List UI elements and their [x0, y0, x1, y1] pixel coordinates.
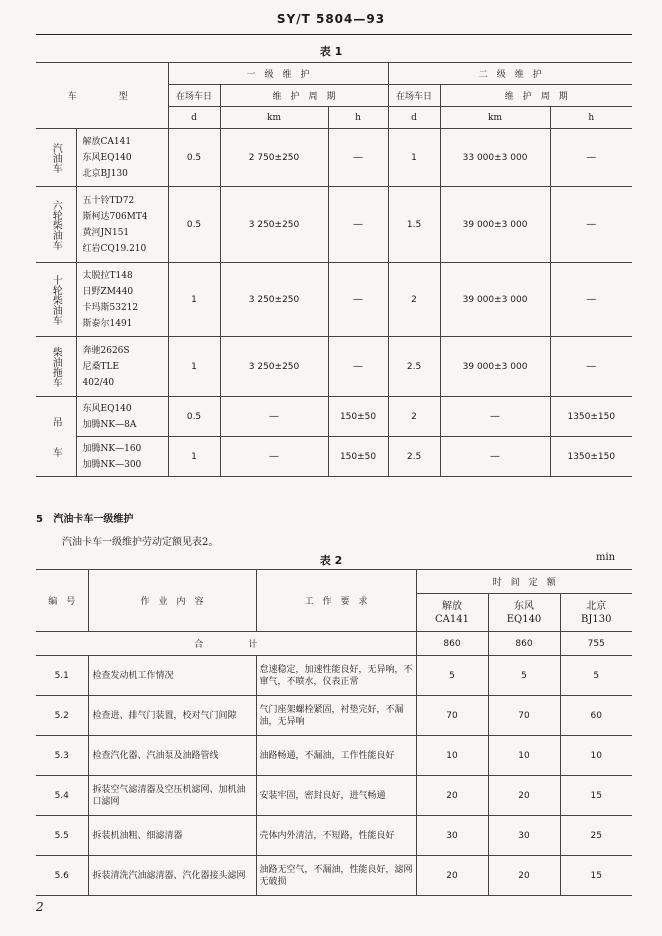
first-km: 2 750±250 [220, 129, 328, 187]
time-value: 60 [560, 696, 632, 736]
col-requirement-header: 工 作 要 求 [256, 570, 416, 632]
maint-period-label: 维 护 周 期 [440, 85, 632, 107]
second-hours: 1350±150 [550, 437, 632, 477]
item-number: 5.1 [36, 656, 88, 696]
second-km: 39 000±3 000 [440, 337, 550, 397]
table-row [36, 696, 632, 736]
item-content: 拆装清洗汽油滤清器、汽化器接头滤网 [88, 856, 256, 896]
col-content-header: 作 业 内 容 [88, 570, 256, 632]
table-row [36, 816, 632, 856]
second-km: 39 000±3 000 [440, 187, 550, 263]
item-content: 拆装机油粗、细滤清器 [88, 816, 256, 856]
time-value: 20 [416, 776, 488, 816]
first-hours: — [328, 337, 388, 397]
unit-h: h [328, 107, 388, 129]
maint-period-label: 维 护 周 期 [220, 85, 388, 107]
item-requirement: 油路畅通，不漏油，工作性能良好 [256, 736, 416, 776]
total-value: 860 [416, 632, 488, 656]
second-km: — [440, 397, 550, 437]
brand-header [560, 594, 632, 632]
first-hours: 150±50 [328, 397, 388, 437]
model-list [76, 397, 168, 437]
brand-name: 东风 [514, 600, 534, 612]
second-days: 2 [388, 397, 440, 437]
total-label: 合 计 [36, 632, 416, 656]
second-days: 1 [388, 129, 440, 187]
total-value: 860 [488, 632, 560, 656]
table-row [36, 776, 632, 816]
time-value: 20 [488, 856, 560, 896]
first-hours: — [328, 187, 388, 263]
item-number: 5.6 [36, 856, 88, 896]
model-name: 红岩CQ19.210 [82, 243, 147, 254]
time-value: 20 [488, 776, 560, 816]
time-value: 10 [488, 736, 560, 776]
first-level-header: 一 级 维 护 [168, 63, 388, 85]
second-km: 39 000±3 000 [440, 263, 550, 337]
second-hours: — [550, 187, 632, 263]
first-hours: — [328, 263, 388, 337]
second-hours: 1350±150 [550, 397, 632, 437]
item-number: 5.2 [36, 696, 88, 736]
model-name: 日野ZM440 [82, 286, 134, 297]
time-value: 25 [560, 816, 632, 856]
model-list [76, 337, 168, 397]
table1 [36, 62, 632, 477]
model-name: 东风EQ140 [82, 152, 132, 163]
model-list [76, 129, 168, 187]
time-value: 70 [416, 696, 488, 736]
second-hours: — [550, 263, 632, 337]
model-name: 卡玛斯53212 [82, 302, 139, 313]
second-km: — [440, 437, 550, 477]
second-hours: — [550, 129, 632, 187]
time-value: 10 [416, 736, 488, 776]
item-requirement: 安装牢固，密封良好，进气畅通 [256, 776, 416, 816]
time-value: 30 [416, 816, 488, 856]
item-content: 拆装空气滤清器及空压机滤网、加机油口滤网 [88, 776, 256, 816]
time-value: 5 [488, 656, 560, 696]
model-name: 黄河JN151 [82, 227, 130, 238]
model-name: 东风EQ140 [82, 403, 132, 414]
time-value: 5 [416, 656, 488, 696]
unit-d: d [168, 107, 220, 129]
in-yard-days-label: 在场车日 [168, 85, 220, 107]
item-content: 检查进、排气门装置，校对气门间隙 [88, 696, 256, 736]
category-label: 柴油拖车 [36, 337, 76, 397]
model-name: 奔驰2626S [82, 345, 130, 356]
item-requirement: 怠速稳定，加速性能良好，无异响，不窜气，不喷水，仪表正常 [256, 656, 416, 696]
second-days: 2.5 [388, 437, 440, 477]
first-km: 3 250±250 [220, 187, 328, 263]
first-hours: 150±50 [328, 437, 388, 477]
table-row [36, 856, 632, 896]
unit-d: d [388, 107, 440, 129]
item-number: 5.5 [36, 816, 88, 856]
table2 [36, 569, 632, 896]
item-number: 5.3 [36, 736, 88, 776]
first-days: 0.5 [168, 397, 220, 437]
model-name: 解放CA141 [82, 136, 132, 147]
model-name: 斯泰尔1491 [82, 318, 133, 329]
unit-km: km [220, 107, 328, 129]
time-value: 30 [488, 816, 560, 856]
time-value: 20 [416, 856, 488, 896]
brand-model: CA141 [435, 613, 469, 625]
second-level-header: 二 级 维 护 [388, 63, 632, 85]
time-value: 15 [560, 776, 632, 816]
brand-header [416, 594, 488, 632]
brand-name: 解放 [442, 600, 462, 612]
model-name: 加腾NK—8A [82, 419, 137, 430]
model-name: 斯柯达706MT4 [82, 211, 148, 222]
page-number: 2 [36, 900, 44, 914]
time-value: 70 [488, 696, 560, 736]
item-requirement: 气门座架螺栓紧固，衬垫完好，不漏油，无异响 [256, 696, 416, 736]
first-km: — [220, 397, 328, 437]
time-value: 15 [560, 856, 632, 896]
first-km: — [220, 437, 328, 477]
section-title: 汽油卡车一级维护 [53, 514, 134, 525]
brand-model: BJ130 [581, 613, 612, 625]
total-value: 755 [560, 632, 632, 656]
model-list [76, 263, 168, 337]
model-name: 太脱拉T148 [82, 270, 133, 281]
section-heading [36, 510, 133, 525]
brand-model: EQ140 [506, 613, 542, 625]
model-list [76, 437, 168, 477]
unit-km: km [440, 107, 550, 129]
table2-caption: 表 2 [319, 554, 343, 567]
model-name: 加腾NK—160 [82, 443, 142, 454]
col-number-header: 编 号 [36, 570, 88, 632]
model-name: 402/40 [82, 377, 115, 388]
first-days: 0.5 [168, 187, 220, 263]
time-value: 10 [560, 736, 632, 776]
item-content: 检查发动机工作情况 [88, 656, 256, 696]
model-list [76, 187, 168, 263]
time-value: 5 [560, 656, 632, 696]
model-name: 尼桑TLE [82, 361, 120, 372]
model-name: 五十铃TD72 [82, 195, 135, 206]
category-label: 十轮柴油车 [36, 263, 76, 337]
section-paragraph: 汽油卡车一级维护劳动定额见表2。 [62, 537, 219, 548]
second-days: 1.5 [388, 187, 440, 263]
brand-header [488, 594, 560, 632]
category-label: 六轮柴油车 [36, 187, 76, 263]
model-name: 北京BJ130 [82, 168, 128, 179]
item-number: 5.4 [36, 776, 88, 816]
first-days: 0.5 [168, 129, 220, 187]
section-number: 5 [36, 514, 43, 525]
table2-unit: min [596, 552, 616, 563]
first-days: 1 [168, 337, 220, 397]
col-time-header: 时 间 定 额 [416, 570, 632, 594]
first-hours: — [328, 129, 388, 187]
first-days: 1 [168, 263, 220, 337]
item-requirement: 壳体内外清洁，不短路，性能良好 [256, 816, 416, 856]
header-rule [36, 34, 632, 35]
second-days: 2 [388, 263, 440, 337]
brand-name: 北京 [586, 600, 607, 612]
table1-caption: 表 1 [319, 45, 343, 58]
first-km: 3 250±250 [220, 337, 328, 397]
table-row [36, 656, 632, 696]
item-requirement: 油路无空气，不漏油，性能良好，滤网无破损 [256, 856, 416, 896]
category-label: 吊 车 [36, 397, 76, 477]
second-km: 33 000±3 000 [440, 129, 550, 187]
item-content: 检查汽化器、汽油泵及油路管线 [88, 736, 256, 776]
unit-h: h [550, 107, 632, 129]
first-km: 3 250±250 [220, 263, 328, 337]
in-yard-days-label: 在场车日 [388, 85, 440, 107]
vehicle-type-header: 车 型 [36, 63, 168, 129]
category-label: 汽油车 [36, 129, 76, 187]
second-days: 2.5 [388, 337, 440, 397]
second-hours: — [550, 337, 632, 397]
table-row [36, 736, 632, 776]
model-name: 加腾NK—300 [82, 459, 142, 470]
standard-code: SY/T 5804—93 [276, 12, 386, 26]
first-days: 1 [168, 437, 220, 477]
